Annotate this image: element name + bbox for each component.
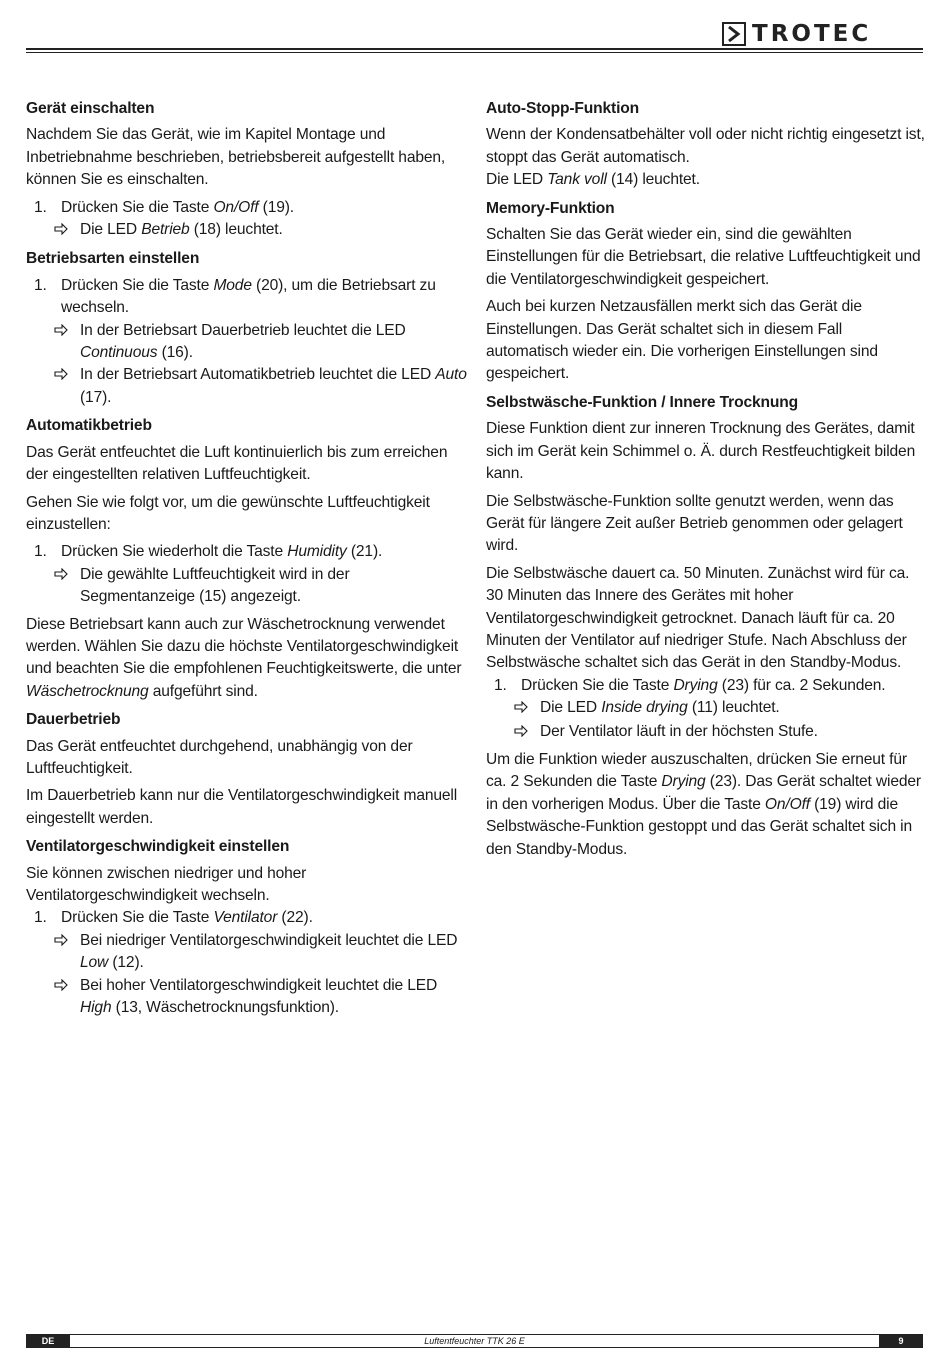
page-number: 9 (879, 1335, 923, 1347)
brand-name: TROTEC (752, 21, 872, 47)
section-memory (486, 198, 926, 386)
header-rule-thin (26, 52, 923, 53)
paragraph: Sie können zwischen niedriger und hoher Ventilatorgeschwindigkeit wechseln. (26, 864, 307, 904)
paragraph: Die LED Tank voll (14) leuchtet. (486, 171, 700, 189)
section-ventilator (26, 836, 468, 1019)
arrow-right-icon (54, 364, 80, 409)
section-heading: Auto-Stopp-Funktion (486, 100, 640, 117)
paragraph: Die Selbstwäsche-Funktion sollte genutzt werden, wenn das Gerät für längere Zeit außer Betrieb genommen oder gelagert wird. (486, 492, 903, 555)
paragraph: Schalten Sie das Gerät wieder ein, sind die gewählten Einstellungen für die Betriebsart, die relative Luftfeuchtigkeit und die Ventilatorgeschwindigkeit gespeichert. (486, 226, 921, 288)
arrow-right-icon (54, 219, 80, 242)
logo-chevron-icon (722, 22, 746, 46)
arrow-right-icon (514, 721, 540, 744)
result-item: Der Ventilator läuft in der höchsten Stufe. (514, 721, 926, 744)
result-item: Die gewählte Luftfeuchtigkeit wird in der Segmentanzeige (15) angezeigt. (54, 564, 468, 609)
paragraph: Im Dauerbetrieb kann nur die Ventilatorgeschwindigkeit manuell eingestellt werden. (26, 787, 458, 827)
step-item: 1. Drücken Sie die Taste Drying (23) für ca. 2 Sekunden. (494, 676, 886, 694)
section-heading: Memory-Funktion (486, 199, 615, 217)
arrow-right-icon (514, 697, 540, 720)
step-item: 1. Drücken Sie wiederholt die Taste Humidity (21). (34, 543, 383, 561)
paragraph: Die Selbstwäsche dauert ca. 50 Minuten. Zunächst wird für ca. 30 Minuten das Innere des Gerätes mit hoher Ventilatorgeschwindigkeit getrocknet. Danach läuft für ca. 20 Minuten der Ventilator auf niedriger Stufe. Nach Abschluss der Selbstwäsche schaltet sich das Gerät in den Standby-Modus. (486, 564, 910, 672)
section-heading: Gerät einschalten (26, 100, 155, 117)
paragraph: Nachdem Sie das Gerät, wie im Kapitel Montage und Inbetriebnahme beschrieben, betriebsbereit aufgestellt haben, können Sie es einschalten. (26, 126, 446, 189)
paragraph: Das Gerät entfeuchtet die Luft kontinuierlich bis zum erreichen der eingestellten relativen Luftfeuchtigkeit. (26, 443, 448, 484)
step-item: 1. Drücken Sie die Taste Ventilator (22). (34, 909, 313, 927)
result-item: Bei niedriger Ventilatorgeschwindigkeit leuchtet die LED Low (12). (54, 930, 468, 975)
section-heading: Ventilatorgeschwindigkeit einstellen (26, 838, 290, 856)
section-heading: Betriebsarten einstellen (26, 250, 200, 268)
section-automatikbetrieb (26, 415, 468, 703)
brand-logo (722, 21, 871, 47)
result-item: In der Betriebsart Dauerbetrieb leuchtet die LED Continuous (16). (54, 320, 468, 365)
document-title: Luftentfeuchter TTK 26 E (424, 1336, 525, 1346)
paragraph: Diese Funktion dient zur inneren Trocknung des Gerätes, damit sich im Gerät kein Schimmel o. Ä. durch Restfeuchtigkeit bilden kann. (486, 420, 916, 483)
arrow-right-icon (54, 320, 80, 365)
section-geraet-einschalten (26, 98, 468, 242)
paragraph: Diese Betriebsart kann auch zur Wäschetrocknung verwendet werden. Wählen Sie dazu die höchste Ventilatorgeschwindigkeit und beachten Sie die empfohlenen Feuchtigkeitswerte, die unter Wäschetrocknung aufgeführt sind. (26, 615, 462, 700)
section-selbstwaesche (486, 392, 926, 861)
paragraph: Das Gerät entfeuchtet durchgehend, unabhängig von der Luftfeuchtigkeit. (26, 737, 413, 777)
paragraph: Auch bei kurzen Netzausfällen merkt sich das Gerät die Einstellungen. Das Gerät schaltet sich in diesem Fall automatisch wieder ein. Die vorherigen Einstellungen sind gespeichert. (486, 298, 878, 383)
step-item: 1. Drücken Sie die Taste On/Off (19). (34, 198, 294, 216)
header-rule (26, 48, 923, 50)
page-footer (26, 1334, 923, 1348)
step-item: 1. Drücken Sie die Taste Mode (20), um die Betriebsart zu wechseln. (34, 276, 436, 317)
left-column (26, 98, 468, 1025)
section-auto-stopp (486, 98, 926, 192)
section-dauerbetrieb (26, 709, 468, 830)
arrow-right-icon (54, 975, 80, 1020)
section-betriebsarten (26, 248, 468, 409)
result-item: Die LED Betrieb (18) leuchtet. (54, 219, 468, 242)
paragraph: Gehen Sie wie folgt vor, um die gewünschte Luftfeuchtigkeit einzustellen: (26, 493, 430, 533)
paragraph: Wenn der Kondensatbehälter voll oder nicht richtig eingesetzt ist, stoppt das Gerät automatisch. (486, 126, 925, 166)
result-item: Bei hoher Ventilatorgeschwindigkeit leuchtet die LED High (13, Wäschetrocknungsfunktion). (54, 975, 468, 1020)
section-heading: Dauerbetrieb (26, 711, 121, 729)
section-heading: Selbstwäsche-Funktion / Innere Trocknung (486, 393, 798, 411)
arrow-right-icon (54, 564, 80, 609)
result-item: In der Betriebsart Automatikbetrieb leuchtet die LED Auto (17). (54, 364, 468, 409)
right-column (486, 98, 926, 867)
language-badge: DE (26, 1335, 70, 1347)
section-heading: Automatikbetrieb (26, 417, 152, 435)
arrow-right-icon (54, 930, 80, 975)
paragraph: Um die Funktion wieder auszuschalten, drücken Sie erneut für ca. 2 Sekunden die Taste Drying (23). Das Gerät schaltet wieder in den vorherigen Modus. Über die Taste On/Off (19) wird die Selbstwäsche-Funktion gestoppt und das Gerät schaltet sich in den Standby-Modus. (486, 750, 921, 858)
result-item: Die LED Inside drying (11) leuchtet. (514, 697, 926, 720)
